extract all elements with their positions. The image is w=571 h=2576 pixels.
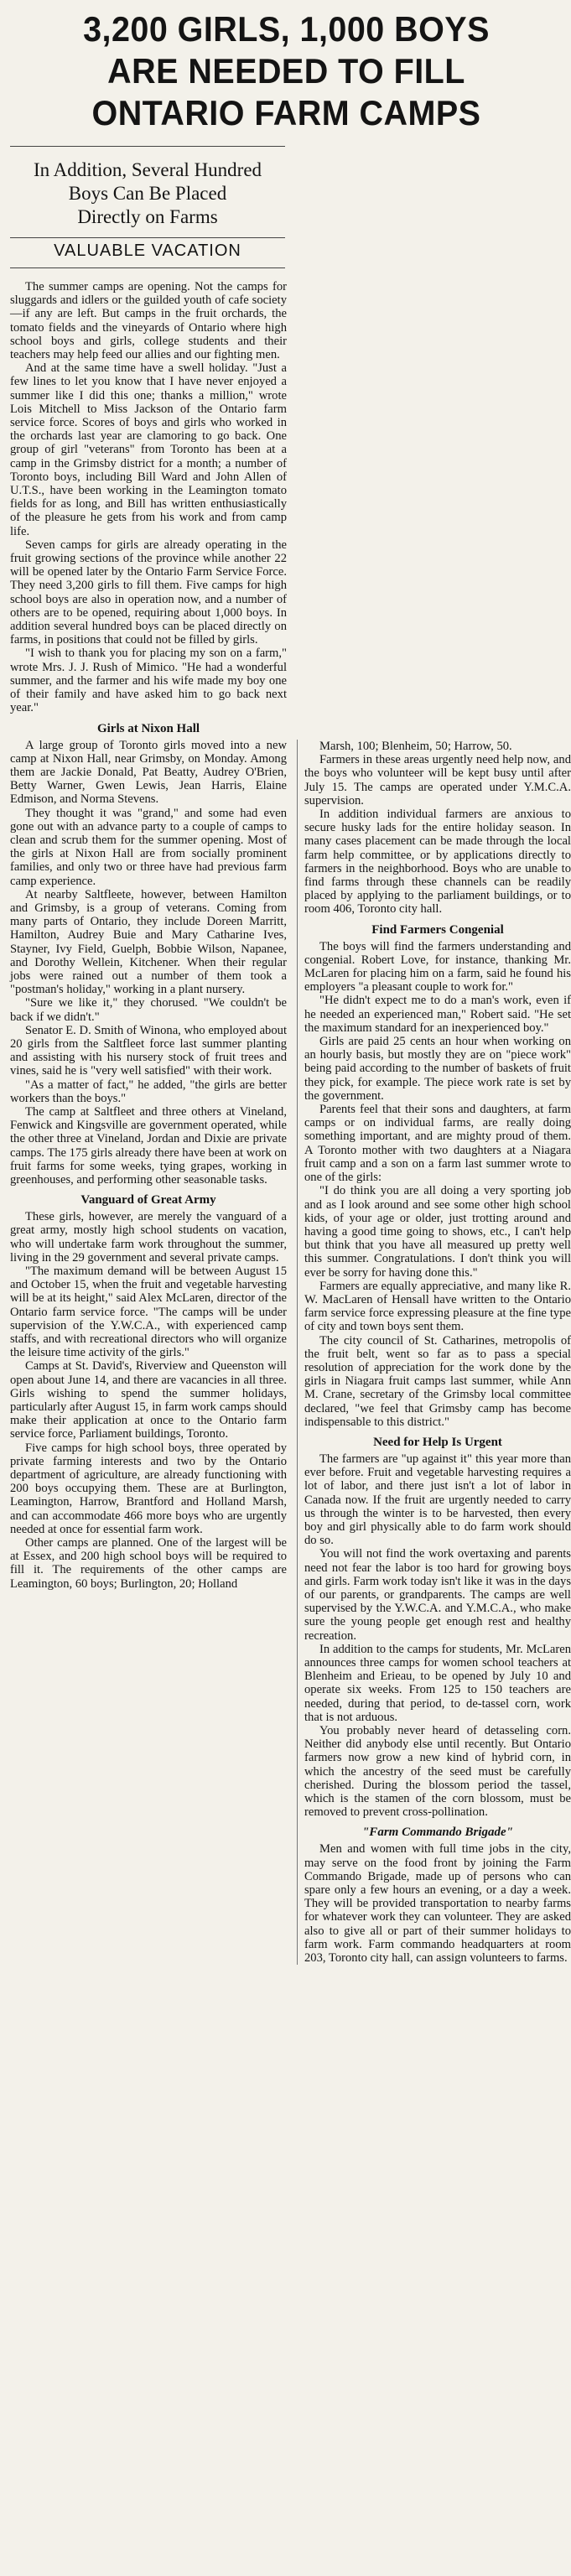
- section-heading: Find Farmers Congenial: [371, 922, 504, 937]
- headline-line-1: 3,200 GIRLS, 1,000 BOYS: [83, 9, 490, 49]
- paragraph: The summer camps are opening. Not the camps for sluggards and idlers or the guilded youth of cafe society—if any are left. But camps in the fruit orchards, the tomato fields and the vineyards of Ontario where high school boys and girls, college students and their teachers may help feed our allies and our fighting men.: [10, 280, 287, 362]
- paragraph: Five camps for high school boys, three operated by private farming interests and two by the Ontario department of agriculture, are already functioning with 200 boys occupying them. These are at Burlington, Leamington, Harrow, Brantford and Holland Marsh, and can accommodate 466 more boys who are urgently needed at once for essential farm work.: [10, 1441, 287, 1536]
- paragraph: The city council of St. Catharines, metropolis of the fruit belt, went so far as to pass a special resolution of appreciation for the work done by the girls in Niagara fruit camps last summer, while Ann M. Crane, secretary of the Grimsby local committee declared, "we feel that Grimsby camp has become indispensable to this district.": [304, 1333, 571, 1429]
- paragraph: The boys will find the farmers understanding and congenial. Robert Love, for instance, thanking Mr. McLaren for placing him on a farm, said he found his employers "a pleasant couple to work for.": [304, 939, 571, 995]
- paragraph: The farmers are "up against it" this year more than ever before. Fruit and vegetable harvesting requires a lot of labor, and there just isn't a lot of labor in Canada now. If the fruit are urgently needed to carry us through the winter is to be harvested, then every boy and girl physically able to do farm work should do so.: [304, 1452, 571, 1548]
- paragraph: In addition individual farmers are anxious to secure husky lads for the entire holiday season. In many cases placement can be made through the local farm help committee, or by applications directly to farmers in the neighborhood. Boys who are unable to find farms through these channels can be readily placed by applying to the parliament buildings, or to room 406, Toronto city hall.: [304, 808, 571, 917]
- subhead: VALUABLE VACATION: [10, 237, 285, 268]
- paragraph: In addition to the camps for students, Mr. McLaren announces three camps for women school teachers at Blenheim and Erieau, to be opened by July 10 and operate six weeks. From 125 to 150 teachers are needed, during that period, to de-tassel corn, work that is not arduous.: [304, 1642, 571, 1724]
- section-heading: Girls at Nixon Hall: [96, 721, 200, 735]
- paragraph: At nearby Saltfleete, however, between Hamilton and Grimsby, is a group of veterans. Coming from many parts of Ontario, they include Doreen Marritt, Hamilton, Audrey Buie and Mary Catharine Ives, Stayner, Ivy Field, Guelph, Bobbie Wilson, Napanee, and Dorothy Wellein, Kitchener. When their regular jobs were rained out a number of them took a "postman's holiday," working in a plant nursery.: [10, 887, 287, 997]
- paragraph: Parents feel that their sons and daughters, at farm camps or on individual farms, are really doing something important, and are mighty proud of them. A Toronto mother with two daughters at a Niagara fruit camp and a son on a farm last summer wrote to one of the girls:: [304, 1103, 571, 1185]
- deck: [10, 147, 285, 237]
- paragraph: Marsh, 100; Blenheim, 50; Harrow, 50.: [319, 740, 512, 753]
- paragraph: "Sure we like it," they chorused. "We couldn't be back if we didn't.": [10, 996, 287, 1024]
- paragraph: "I wish to thank you for placing my son on a farm," wrote Mrs. J. J. Rush of Mimico. "He had a wonderful summer, and the farmer and his wife made my boy one of their family and have asked him to go back next year.": [10, 647, 287, 715]
- headline: [10, 5, 563, 134]
- left-column: [10, 280, 287, 1591]
- headline-line-2: ARE NEEDED TO FILL: [107, 51, 465, 91]
- paragraph: Camps at St. David's, Riverview and Queenston will open about June 14, and there are vacancies in all three. Girls wishing to spend the summer holidays, particularly after August 15, in farm work camps should make their application at once to the Ontario farm service force, Parliament buildings, Toronto.: [10, 1359, 287, 1441]
- paragraph: Senator E. D. Smith of Winona, who employed about 20 girls from the Saltfleet force last summer planting and assisting with his nursery stock of fruit trees and vines, said he is "very well satisfied" with their work.: [10, 1023, 287, 1078]
- paragraph: Farmers are equally appreciative, and many like R. W. MacLaren of Hensall have written to the Ontario farm service force expressing pleasure at the fine type of city and town boys sent them.: [304, 1279, 571, 1334]
- paragraph: "I do think you are all doing a very sporting job and as I look around and see some other high school kids, of your age or older, just trotting around and having a good time going to shows, etc., I can't help but think that you have all measured up pretty well this summer. Congratulations. I don't think you will ever be sorry for having done this.": [304, 1184, 571, 1280]
- paragraph: "The maximum demand will be between August 15 and October 15, when the fruit and vegetable harvesting will be at its height," said Alex McLaren, director of the Ontario farm service force. "The camps will be under supervision of the Y.W.C.A., with experienced camp staffs, and with recreational directors who will organize the leisure time activity of the girls.": [10, 1265, 287, 1360]
- paragraph: Girls are paid 25 cents an hour when working on an hourly basis, but mostly they are on "piece work" being paid according to the number of baskets of fruit they pick, for example. The piece work rate is set by the government.: [304, 1035, 571, 1103]
- paragraph: Seven camps for girls are already operating in the fruit growing sections of the province while another 22 will be opened later by the Ontario Farm Service Force. They need 3,200 girls to fill them. Five camps for high school boys are also in operation now, and a number of others are to be opened, requiring about 1,000 boys. In addition several hundred boys can be placed directly on farms, in positions that could not be filled by girls.: [10, 538, 287, 647]
- paragraph: Men and women with full time jobs in the city, may serve on the food front by joining the Farm Commando Brigade, made up of persons who can spare only a few hours an evening, or a day a week. They will be provided transportation to nearby farms for whatever work they can volunteer. They are asked also to give all or part of their summer holidays to farm work. Farm commando headquarters at room 203, Toronto city hall, can assign volunteers to farms.: [304, 1842, 571, 1966]
- section-heading: Need for Help Is Urgent: [373, 1435, 502, 1449]
- paragraph: The camp at Saltfleet and three others at Vineland, Fenwick and Kingsville are government operated, while the other three at Vineland, Jordan and Dixie are private camps. The 175 girls already there have been at work on fruit farms for some weeks, tying grapes, working in greenhouses, and performing other seasonable tasks.: [10, 1104, 287, 1187]
- paragraph: They thought it was "grand," and some had even gone out with an advance party to a couple of camps to clean and scrub them for the summer opening. Most of the girls at Nixon Hall are from socially prominent families, and only two or three have had previous farm camp experience.: [10, 806, 287, 888]
- paragraph: You probably never heard of detasseling corn. Neither did anybody else until recently. But Ontario farmers now grow a new kind of hybrid corn, in which the ancestry of the seed must be carefully cherished. During the blossom period the tassel, which is the stamen of the corn blossom, must be removed to prevent cross-pollination.: [304, 1724, 571, 1820]
- paragraph: And at the same time have a swell holiday. "Just a few lines to let you know that I have never enjoyed a summer like I did this one; thanks a million," wrote Lois Mitchell to Miss Jackson of the Ontario farm service force. Scores of boys and girls who worked in the orchards last year are clamoring to go back. One group of girl "veterans" from Toronto has been at a camp in the Grimsby district for a month; a number of Toronto boys, including Bill Ward and John Allen of U.T.S., have been working in the Leamington tomato fields for as long, and Bill has written enthusiastically of the pleasure he gets from his work and from camp life.: [10, 361, 287, 538]
- deck-line-1: In Addition, Several Hundred: [33, 159, 262, 180]
- right-column: [297, 740, 571, 1965]
- deck-line-3: Directly on Farms: [77, 206, 218, 227]
- headline-line-3: ONTARIO FARM CAMPS: [91, 93, 481, 132]
- section-heading: "Farm Commando Brigade": [361, 1826, 513, 1840]
- paragraph: Other camps are planned. One of the largest will be at Essex, and 200 high school boys will be required to fill it. The requirements of the other camps are Leamington, 60 boys; Burlington, 20; Holland: [10, 1536, 287, 1591]
- paragraph: Farmers in these areas urgently need help now, and the boys who volunteer will be kept busy until after July 15. The camps are operated under Y.M.C.A. supervision.: [304, 753, 571, 808]
- deck-line-2: Boys Can Be Placed: [68, 183, 227, 204]
- paragraph: "As a matter of fact," he added, "the girls are better workers than the boys.": [10, 1078, 287, 1105]
- section-heading: Vanguard of Great Army: [80, 1193, 216, 1208]
- paragraph: "He didn't expect me to do a man's work, even if he needed an experienced man," Robert said. "He set the maximum standard for an inexperienced boy.": [304, 994, 571, 1035]
- paragraph: You will not find the work overtaxing and parents need not fear the labor is too hard for growing boys and girls. Farm work today isn't like it was in the days of our parents, or grandparents. The camps are well supervised by the Y.W.C.A. and Y.M.C.A., who make sure the young people get enough rest and healthy recreation.: [304, 1547, 571, 1643]
- paragraph: A large group of Toronto girls moved into a new camp at Nixon Hall, near Grimsby, on Monday. Among them are Jackie Donald, Pat Beatty, Audrey O'Brien, Betty Warner, Gwen Lewis, Jean Harris, Elaine Edmison, and Norma Stevens.: [10, 738, 287, 807]
- paragraph: These girls, however, are merely the vanguard of a great army, mostly high school students on vacation, who will undertake farm work throughout the summer, living in the 29 government and several private camps.: [10, 1210, 287, 1265]
